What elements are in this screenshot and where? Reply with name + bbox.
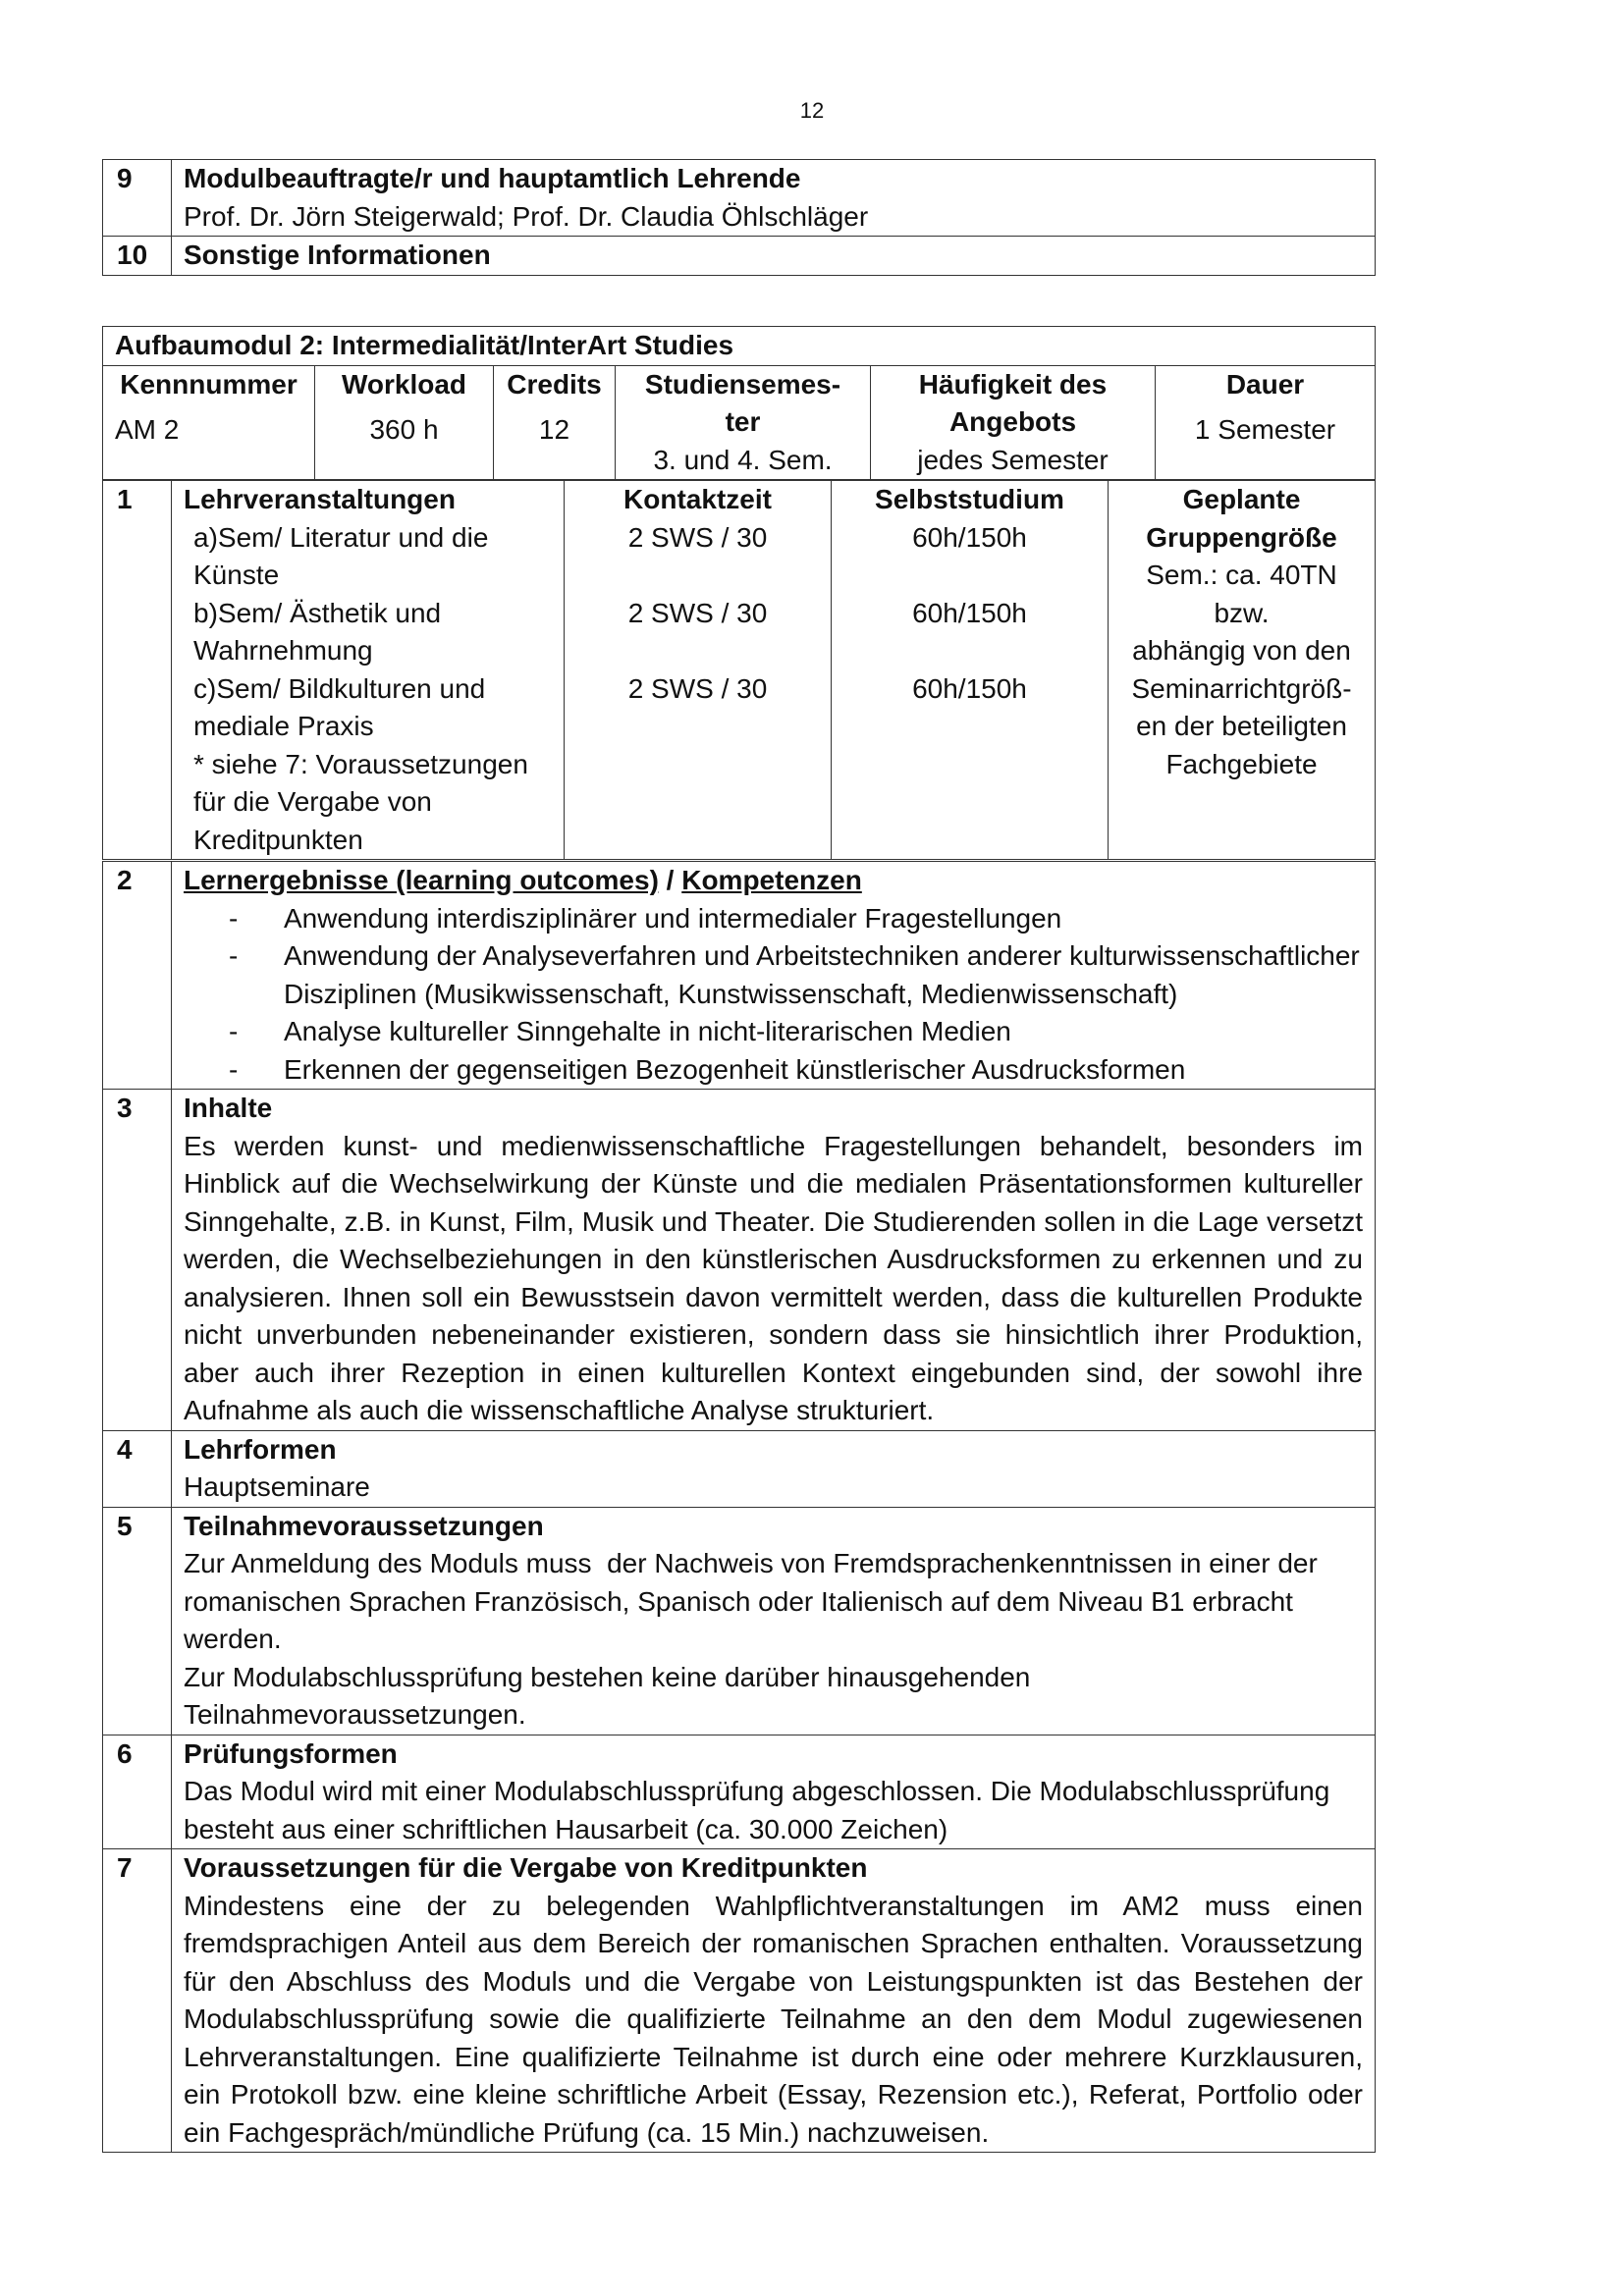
module-title: Aufbaumodul 2: Intermedialität/InterArt Studies xyxy=(103,327,1376,366)
kontakt-value: 2 SWS / 30 xyxy=(627,597,768,628)
lv-line: Wahrnehmung xyxy=(193,635,373,666)
list-item: - Anwendung der Analyseverfahren und Arbeitstechniken anderer kulturwissenschaftlicher Disziplinen (Musikwissenschaft, Kunstwissenschaft, Medienwissenschaft) xyxy=(229,937,1363,1013)
section-heading: Prüfungsformen xyxy=(184,1737,398,1769)
section-number: 6 xyxy=(103,1735,172,1849)
section-line: romanischen Sprachen Französisch, Spanisch oder Italienisch auf dem Niveau B1 erbracht xyxy=(184,1585,1293,1617)
section-number: 9 xyxy=(103,160,172,237)
section-heading: Sonstige Informationen xyxy=(184,240,491,270)
outcomes-list xyxy=(184,900,1363,1090)
table-row xyxy=(103,327,1376,366)
table-row xyxy=(103,160,1376,237)
lv-line: c)Sem/ Bildkulturen und xyxy=(193,672,486,704)
header-credits: Credits xyxy=(507,368,602,400)
section-number: 2 xyxy=(103,862,172,1090)
table-row xyxy=(103,1090,1376,1431)
header-haeufigkeit: Häufigkeit des xyxy=(918,368,1108,400)
value-dauer: 1 Semester xyxy=(1194,414,1336,445)
section-heading: Lernergebnisse (learning outcomes) / Kompetenzen xyxy=(184,865,862,895)
table-row xyxy=(103,1430,1376,1507)
list-item: - Erkennen der gegenseitigen Bezogenheit künstlerischer Ausdrucksformen xyxy=(229,1051,1363,1090)
section-number: 5 xyxy=(103,1507,172,1735)
section-heading: Voraussetzungen für die Vergabe von Kreditpunkten xyxy=(184,1852,868,1883)
lv-line: a)Sem/ Literatur und die xyxy=(193,521,489,553)
section-number: 4 xyxy=(103,1430,172,1507)
table-row xyxy=(103,1735,1376,1849)
section-number: 1 xyxy=(103,481,172,860)
value-credits: 12 xyxy=(538,414,570,445)
section-heading: Lehrformen xyxy=(184,1433,337,1465)
sections-table xyxy=(102,861,1376,2153)
section-heading: Modulbeauftragte/r und hauptamtlich Lehrende xyxy=(184,163,801,193)
gruppe-line: en der beteiligten xyxy=(1136,711,1347,741)
table-row xyxy=(103,1507,1376,1735)
value-semester: 3. und 4. Sem. xyxy=(653,444,833,475)
header-gruppengroesse: Geplante xyxy=(1182,484,1301,514)
table-row xyxy=(103,237,1376,276)
header-gruppengroesse-cont: Gruppengröße xyxy=(1146,521,1337,553)
module-header-table xyxy=(102,326,1376,480)
gruppe-line: abhängig von den xyxy=(1132,635,1351,666)
section-heading: Teilnahmevoraussetzungen xyxy=(184,1510,544,1541)
selbst-value: 60h/150h xyxy=(912,597,1027,628)
section-number: 7 xyxy=(103,1849,172,2153)
section-text: Prof. Dr. Jörn Steigerwald; Prof. Dr. Claudia Öhlschläger xyxy=(184,200,869,232)
kontakt-value: 2 SWS / 30 xyxy=(627,672,768,704)
header-kennnummer: Kennnummer xyxy=(120,368,298,400)
header-haeufigkeit-cont: Angebots xyxy=(948,406,1077,437)
section-line: besteht aus einer schriftlichen Hausarbeit (ca. 30.000 Zeichen) xyxy=(184,1813,948,1844)
header-dauer: Dauer xyxy=(1225,368,1305,400)
table-row xyxy=(103,481,1376,860)
section-number: 3 xyxy=(103,1090,172,1431)
value-kennnummer: AM 2 xyxy=(115,414,180,445)
section-line: Zur Anmeldung des Moduls muss der Nachweis von Fremdsprachenkenntnissen in einer der xyxy=(184,1548,1318,1578)
selbst-value: 60h/150h xyxy=(912,521,1027,553)
lv-line: * siehe 7: Voraussetzungen xyxy=(193,748,528,779)
section-line: Teilnahmevoraussetzungen. xyxy=(184,1699,526,1730)
gruppe-line: bzw. xyxy=(1214,597,1270,628)
gruppe-line: Fachgebiete xyxy=(1165,748,1318,779)
lv-line: b)Sem/ Ästhetik und xyxy=(193,597,442,628)
gruppe-line: Sem.: ca. 40TN xyxy=(1146,560,1337,590)
header-kontaktzeit: Kontaktzeit xyxy=(623,484,772,514)
header-semester-cont: ter xyxy=(725,406,761,437)
section-text: Mindestens eine der zu belegenden Wahlpflichtveranstaltungen im AM2 muss einen fremdsprachigen Anteil aus dem Bereich der romanischen Sprachen enthalten. Voraussetzung für den Abschluss des Moduls und die Vergabe von Leistungspunkten ist das Bestehen der Modulabschlussprüfung sowie die qualifizierte Teilnahme an den dem Modul zugewiesenen Lehrveranstaltungen. Eine qualifizierte Teilnahme ist durch eine oder mehrere Kurzklausuren, ein Protokoll bzw. eine kleine schriftliche Arbeit (Essay, Rezension etc.), Referat, Portfolio oder ein Fachgespräch/mündliche Prüfung (ca. 15 Min.) nachzuweisen. xyxy=(184,1890,1363,2148)
header-workload: Workload xyxy=(341,368,467,400)
kontakt-value: 2 SWS / 30 xyxy=(627,521,768,553)
lv-line: Kreditpunkten xyxy=(193,824,363,855)
list-item: - Anwendung interdisziplinärer und intermedialer Fragestellungen xyxy=(229,900,1363,938)
value-haeufigkeit: jedes Semester xyxy=(917,444,1109,475)
table-row xyxy=(103,1849,1376,2153)
table-row xyxy=(103,862,1376,1090)
section-line: werden. xyxy=(184,1624,282,1654)
lv-line: mediale Praxis xyxy=(193,711,374,741)
section-heading: Inhalte xyxy=(184,1093,273,1123)
gruppe-line: Seminarrichtgröß- xyxy=(1131,672,1352,704)
header-lehrveranstaltungen: Lehrveranstaltungen xyxy=(184,484,456,514)
header-selbststudium: Selbststudium xyxy=(875,484,1064,514)
section-text: Hauptseminare xyxy=(184,1471,370,1502)
selbst-value: 60h/150h xyxy=(912,672,1027,704)
section-line: Zur Modulabschlussprüfung bestehen keine darüber hinausgehenden xyxy=(184,1661,1031,1692)
table-row xyxy=(103,365,1376,480)
section-line: Das Modul wird mit einer Modulabschlussprüfung abgeschlossen. Die Modulabschlussprüfung xyxy=(184,1776,1330,1806)
lv-line: für die Vergabe von xyxy=(193,786,432,817)
list-item: - Analyse kultureller Sinngehalte in nicht-literarischen Medien xyxy=(229,1013,1363,1051)
page-number: 12 xyxy=(799,98,825,123)
section-text: Es werden kunst- und medienwissenschaftliche Fragestellungen behandelt, besonders im Hinblick auf die Wechselwirkung der Künste und die medialen Präsentationsformen kultureller Sinngehalte, z.B. in Kunst, Film, Musik und Theater. Die Studierenden sollen in die Lage versetzt werden, die Wechselbeziehungen in den künstlerischen Ausdrucksformen zu erkennen und zu analysieren. Ihnen soll ein Bewusstsein davon vermittelt werden, dass die kulturellen Produkte nicht unverbunden nebeneinander existieren, sondern dass sie hinsichtlich ihrer Produktion, aber auch ihrer Rezeption in einen kulturellen Kontext eingebunden sind, der sowohl ihre Aufnahme als auch die wissenschaftliche Analyse strukturiert. xyxy=(184,1130,1363,1425)
section-number: 10 xyxy=(103,237,172,276)
section-1-table xyxy=(102,480,1376,860)
top-info-table xyxy=(102,159,1376,276)
lv-line: Künste xyxy=(193,560,280,590)
value-workload: 360 h xyxy=(369,414,439,445)
header-semester: Studiensemes- xyxy=(644,368,841,400)
